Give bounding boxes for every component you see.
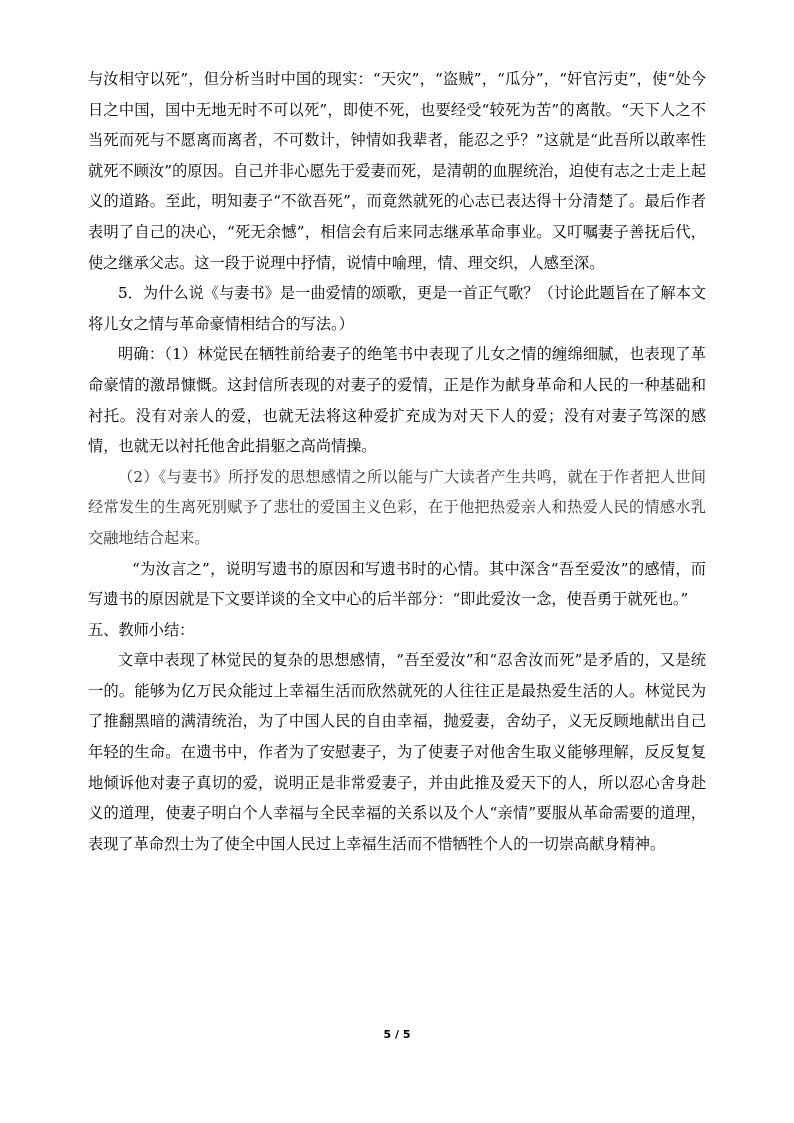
page-number: 5 / 5 xyxy=(383,1028,411,1041)
paragraph-wei-ru-yan-zhi: “为汝言之”，说明写遗书的原因和写遗书时的心情。其中深含“吾至爱汝”的感情，而写遗书的原因就是下文要详谈的全文中心的后半部分：“即此爱汝一念，使吾勇于就死也。” xyxy=(88,559,706,609)
paragraph-analysis-continued: 与汝相守以死”，但分析当时中国的现实：“天灾”，“盗贼”，“瓜分”，“奸官污吏”，使“处今日之中国，国中无地无时不可以死”，即使不死，也要经受“较死为苦”的离散。“天下人之不当死而死与不愿离而离者，不可数计，钟情如我辈者，能忍之乎？”这就是“此吾所以敢率性就死不顾汝”的原因。自己并非心愿先于爱妻而死，是清朝的血腥统治，迫使有志之士走上起义的道路。至此，明知妻子“不欲吾死”，而竟然就死的心志已表达得十分清楚了。最后作者表明了自己的决心，“死无余憾”，相信会有后来同志继承革命事业。又叮嘱妻子善抚后代，使之继承父志。这一段于说理中抒情，说情中喻理，情、理交织，人感至深。 xyxy=(88,70,706,272)
answer-part-1: 明确：（1）林觉民在牺牲前给妻子的绝笔书中表现了儿女之情的缠绵细腻，也表现了革命豪情的激昂慷慨。这封信所表现的对妻子的爱情，正是作为献身革命和人民的一种基础和衬托。没有对亲人的爱，也就无法将这种爱扩充成为对天下人的爱；没有对妻子笃深的感情，也就无以衬托他舍此捐躯之高尚情操。 xyxy=(88,345,706,456)
answer-part-2: （2）《与妻书》所抒发的思想感情之所以能与广大读者产生共鸣，就在于作者把人世间经常发生的生离死别赋予了悲壮的爱国主义色彩，在于他把热爱亲人和热爱人民的情感水乳交融地结合起来。 xyxy=(88,467,706,547)
question-5: 5．为什么说《与妻书》是一曲爱情的颂歌，更是一首正气歌？（讨论此题旨在了解本文将儿女之情与革命豪情相结合的写法。） xyxy=(88,284,706,333)
paragraph-summary: 文章中表现了林觉民的复杂的思想感情，“吾至爱汝”和“忍舍汝而死”是矛盾的，又是统一的。能够为亿万民众能过上幸福生活而欣然就死的人往往正是最热爱生活的人。林觉民为了推翻黑暗的满清统治，为了中国人民的自由幸福，抛爱妻，舍幼子，义无反顾地献出自己年轻的生命。在遗书中，作者为了安慰妻子，为了使妻子对他舍生取义能够理解，反反复复地倾诉他对妻子真切的爱，说明正是非常爱妻子，并由此推及爱天下的人，所以忍心舍身赴义的道理，使妻子明白个人幸福与全民幸福的关系以及个人“亲情”要服从革命需要的道理，表现了革命烈士为了使全中国人民过上幸福生活而不惜牺牲个人的一切崇高献身精神。 xyxy=(88,651,706,853)
section-heading-teacher-summary: 五、教师小结： xyxy=(88,620,195,639)
